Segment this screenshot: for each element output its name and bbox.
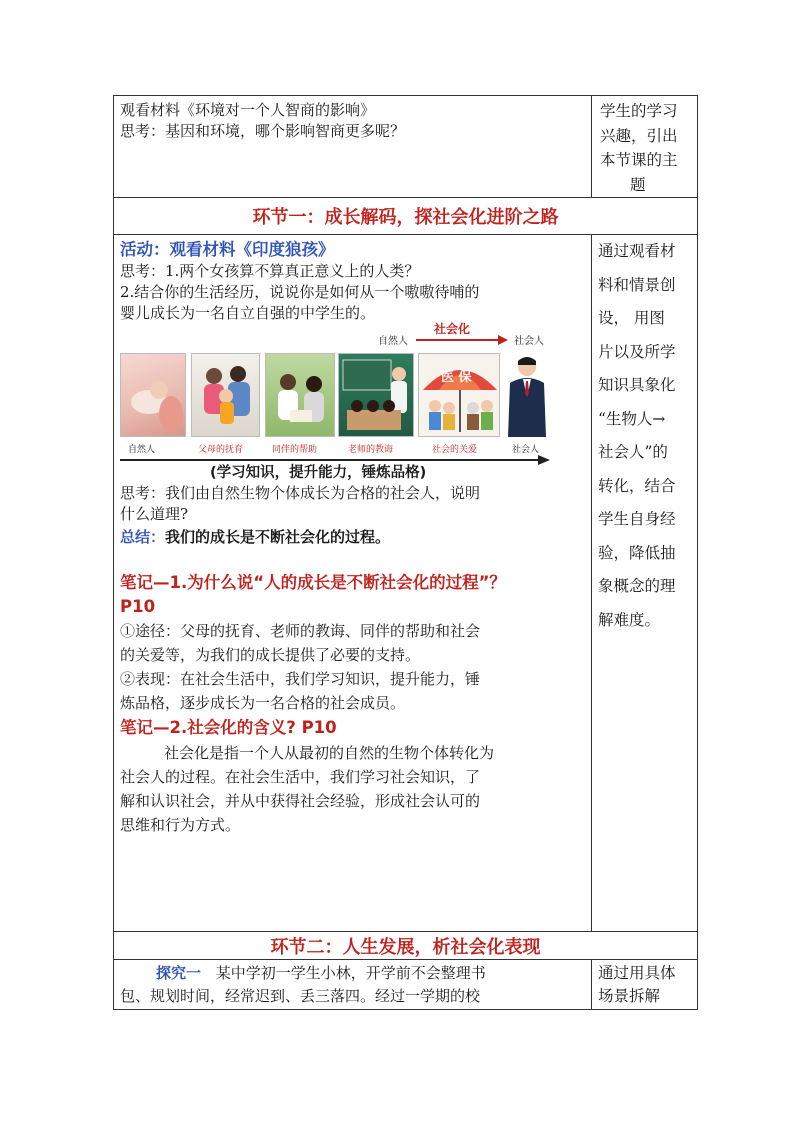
section1-title: 环节一：成长解码，探社会化进阶之路 <box>252 207 559 229</box>
peers-photo <box>265 353 335 437</box>
section1-purpose-line: 验，降低抽 <box>598 543 676 562</box>
section2-purpose-line: 通过用具体 <box>598 964 676 983</box>
reflection-question: 什么道理? <box>120 505 189 524</box>
figure-note: (学习知识，提升能力，锤炼品格) <box>210 465 427 482</box>
intro-purpose-line: 学生的学习 <box>600 102 678 120</box>
section1-content-cell <box>114 235 592 932</box>
note2-line: 解和认识社会，并从中获得社会经验，形成社会认可的 <box>120 792 481 811</box>
summary-label: 总结： <box>120 528 166 547</box>
baby-photo <box>120 353 186 437</box>
reflection-question: 思考：我们由自然生物个体成长为合格的社会人，说明 <box>120 484 481 503</box>
note2-line: 思维和行为方式。 <box>120 816 241 835</box>
note2-line: 社会人的过程。在社会生活中，我们学习社会知识，了 <box>120 768 481 787</box>
note1-line: 的关爱等，为我们的成长提供了必要的支持。 <box>120 646 421 665</box>
explore-label: 探究一 <box>156 964 202 983</box>
section2-purpose-cell <box>592 960 698 1010</box>
section1-purpose-line: 片以及所学 <box>598 342 676 361</box>
section1-purpose-line: 象概念的理 <box>598 577 676 596</box>
note2-title: 笔记—2.社会化的含义? P10 <box>120 718 337 738</box>
intro-material: 观看材料《环境对一个人智商的影响》 <box>120 101 376 119</box>
section1-purpose-line: 知识具象化 <box>598 376 676 395</box>
caption-peers: 同伴的帮助 <box>272 445 318 456</box>
intro-question: 思考：基因和环境，哪个影响智商更多呢？ <box>120 122 406 140</box>
note1-line: ②表现：在社会生活中，我们学习知识，提升能力，锤 <box>120 670 481 689</box>
caption-natural-person: 自然人 <box>128 445 156 456</box>
activity-heading: 活动：观看材料《印度狼孩》 <box>120 240 335 260</box>
activity-question: 婴儿成长为一名自立自强的中学生的。 <box>120 304 376 323</box>
section2-title: 环节二：人生发展，析社会化表现 <box>270 936 541 958</box>
section1-purpose-line: 社会人”的 <box>598 443 668 462</box>
society-care-photo <box>418 353 500 437</box>
umbrella-text: 医 保 <box>441 370 472 386</box>
section1-purpose-line: “生物人→ <box>598 409 666 428</box>
figure-arrow-label: 社会化 <box>434 322 471 337</box>
intro-cell <box>114 96 592 198</box>
parents-photo <box>191 353 260 437</box>
caption-society: 社会的关爱 <box>432 445 478 456</box>
explore-text: 某中学初一学生小林，开学前不会整理书 <box>215 964 486 983</box>
section2-title-cell <box>114 932 698 960</box>
businessman-photo <box>504 353 550 437</box>
explore-text-line2: 包、规划时间，经常迟到、丢三落四。经过一学期的校 <box>120 987 481 1006</box>
note1-title: 笔记—1.为什么说“人的成长是不断社会化的过程”？ <box>120 573 506 593</box>
intro-purpose-line: 兴趣，引出 <box>600 126 678 145</box>
section1-purpose-line: 通过观看材 <box>598 242 676 261</box>
activity-question: 2.结合你的生活经历，说说你是如何从一个嗷嗷待哺的 <box>120 283 480 302</box>
section1-purpose-line: 设， 用图 <box>598 309 665 328</box>
activity-question: 思考：1.两个女孩算不算真正意义上的人类？ <box>120 262 420 281</box>
figure-top-left-label: 自然人 <box>378 336 408 348</box>
note1-page: P10 <box>120 597 156 617</box>
caption-parents: 父母的抚育 <box>198 445 244 456</box>
intro-purpose-line: 题 <box>630 175 646 194</box>
caption-teacher: 老师的教诲 <box>348 445 394 456</box>
section1-purpose-line: 解难度。 <box>598 610 661 629</box>
caption-social-person: 社会人 <box>512 445 540 456</box>
teacher-photo <box>338 353 414 437</box>
lesson-plan-table <box>113 95 698 1010</box>
section1-purpose-cell <box>592 235 698 932</box>
summary-text: 我们的成长是不断社会化的过程。 <box>165 528 391 547</box>
section2-content-cell <box>114 960 592 1010</box>
section1-title-cell <box>114 198 698 235</box>
intro-purpose-line: 本节课的主 <box>600 151 678 170</box>
note1-line: 炼品格，逐步成长为一名合格的社会成员。 <box>120 694 406 713</box>
socialization-figure <box>120 322 550 482</box>
section1-purpose-line: 学生自身经 <box>598 510 676 529</box>
section2-purpose-line: 场景拆解 <box>598 987 661 1006</box>
note1-line: ①途径：父母的抚育、老师的教诲、同伴的帮助和社会 <box>120 622 481 641</box>
section1-purpose-line: 转化，结合 <box>598 476 676 495</box>
figure-top-right-label: 社会人 <box>514 336 544 348</box>
note2-line: 社会化是指一个人从最初的自然的生物个体转化为 <box>164 744 495 763</box>
section1-purpose-line: 料和情景创 <box>598 275 676 294</box>
intro-purpose-cell <box>592 96 698 198</box>
